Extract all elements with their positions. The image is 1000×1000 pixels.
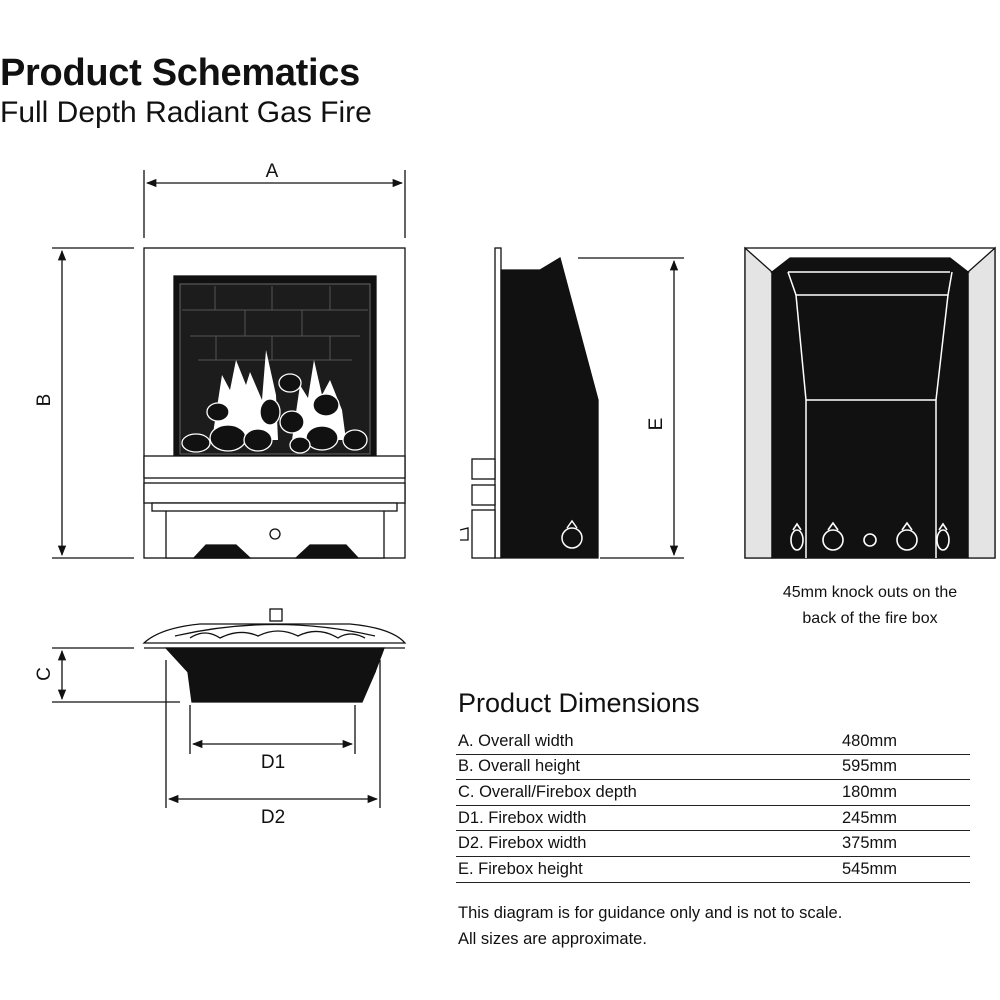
dimension-b xyxy=(34,248,134,558)
label-a: A xyxy=(265,161,279,182)
label-b: B xyxy=(34,393,55,407)
back-view xyxy=(745,248,995,558)
dimension-value: 180mm xyxy=(842,780,970,806)
dimension-value: 545mm xyxy=(842,856,970,882)
dimension-value: 595mm xyxy=(842,754,970,780)
page-subtitle: Full Depth Radiant Gas Fire xyxy=(0,96,372,129)
disclaimer-line-2: All sizes are approximate. xyxy=(458,930,647,948)
dimension-label: A. Overall width xyxy=(456,729,842,754)
dimension-label: B. Overall height xyxy=(456,754,842,780)
knockout-note xyxy=(740,580,1000,632)
dimension-d1 xyxy=(190,705,355,773)
dimension-a xyxy=(144,161,405,238)
disclaimer-line-1: This diagram is for guidance only and is not to scale. xyxy=(458,904,843,922)
page-title: Product Schematics xyxy=(0,52,360,94)
table-row xyxy=(456,805,970,831)
knockout-note-line-2: back of the fire box xyxy=(802,610,938,627)
disclaimer xyxy=(458,900,842,952)
dimensions-table xyxy=(456,729,970,883)
label-c: C xyxy=(34,667,55,681)
label-d1: D1 xyxy=(260,752,286,773)
dimension-value: 245mm xyxy=(842,805,970,831)
top-view xyxy=(34,609,405,828)
label-d2: D2 xyxy=(260,807,286,828)
dimension-value: 480mm xyxy=(842,729,970,754)
table-row xyxy=(456,831,970,857)
dimensions-heading: Product Dimensions xyxy=(458,688,700,718)
table-row xyxy=(456,754,970,780)
dimension-c xyxy=(34,648,180,702)
dimension-label: D2. Firebox width xyxy=(456,831,842,857)
front-view xyxy=(34,161,405,558)
dimension-label: D1. Firebox width xyxy=(456,805,842,831)
table-row xyxy=(456,856,970,882)
table-row xyxy=(456,780,970,806)
label-e: E xyxy=(646,417,667,431)
side-view xyxy=(460,248,684,558)
dimension-value: 375mm xyxy=(842,831,970,857)
firebox-body xyxy=(501,258,598,558)
dimension-label: E. Firebox height xyxy=(456,856,842,882)
knockout-note-line-1: 45mm knock outs on the xyxy=(782,584,958,601)
table-row xyxy=(456,729,970,754)
dimension-label: C. Overall/Firebox depth xyxy=(456,780,842,806)
